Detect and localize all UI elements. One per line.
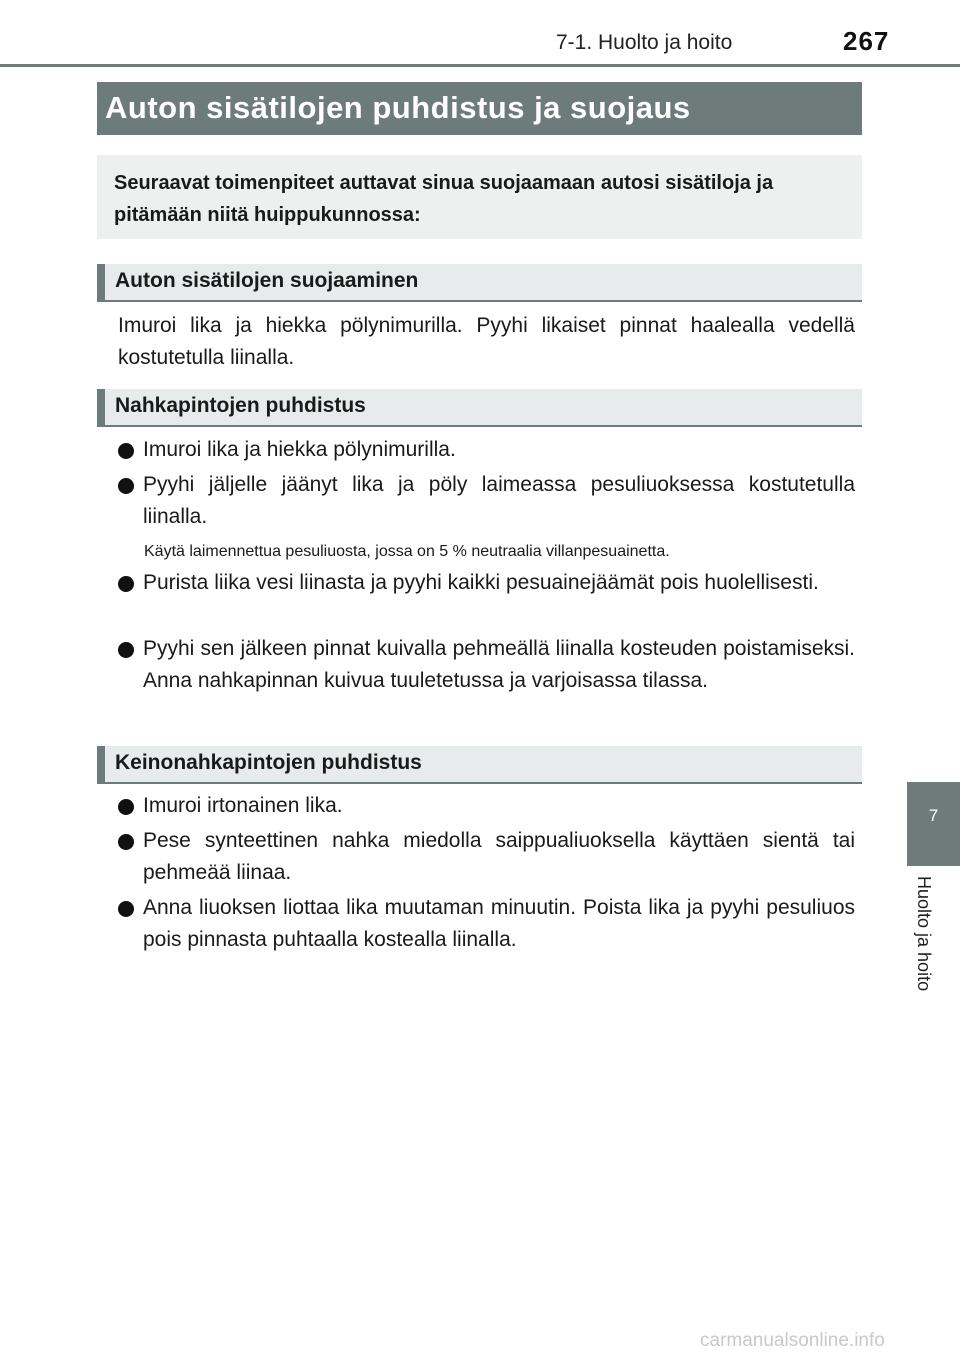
- list-item: [118, 790, 855, 822]
- list-item-text: Imuroi lika ja hiekka pölynimurilla.: [143, 438, 456, 461]
- running-header-section: 7-1. Huolto ja hoito: [556, 31, 733, 54]
- section-heading-leather-cleaning: [97, 389, 862, 427]
- section-heading-label: Auton sisätilojen suojaaminen: [115, 269, 419, 292]
- list-item-text: Pese synteettinen nahka miedolla saippualiuoksella käyttäen sientä tai pehmeää liinaa.: [143, 829, 855, 884]
- bullet-dot-icon: [118, 576, 134, 592]
- section-paragraph: Imuroi lika ja hiekka pölynimurilla. Pyyhi likaiset pinnat haalealla vedellä kostutetulla liinalla.: [118, 314, 855, 369]
- list-item: [118, 825, 855, 889]
- section-heading-interior-protection: [97, 264, 862, 302]
- list-item: [118, 469, 855, 533]
- page-number: 267: [843, 26, 890, 56]
- chapter-number: 7: [928, 806, 939, 825]
- page-title-bar: [97, 82, 862, 135]
- heading-accent: [97, 389, 105, 425]
- bullet-dot-icon: [118, 901, 134, 917]
- bullet-dot-icon: [118, 478, 134, 494]
- heading-accent: [97, 264, 105, 300]
- chapter-tab: [907, 782, 960, 866]
- note-text: Käytä laimennettua pesuliuosta, jossa on 5 % neutraalia villanpesuainetta.: [144, 543, 670, 560]
- intro-text: Seuraavat toimenpiteet auttavat sinua suojaamaan autosi sisätiloja ja pitämään niitä huippukunnossa:: [114, 172, 774, 226]
- list-item-text: Anna liuoksen liottaa lika muutaman minuutin. Poista lika ja pyyhi pesuliuos pois pinnasta puhtaalla kostealla liinalla.: [143, 896, 855, 951]
- list-item: [118, 892, 855, 956]
- bullet-dot-icon: [118, 642, 134, 658]
- list-item-text: Pyyhi sen jälkeen pinnat kuivalla pehmeällä liinalla kosteuden poistamiseksi. Anna nahkapinnan kuivua tuuletetussa ja varjoisassa tilassa.: [143, 637, 855, 692]
- bullet-dot-icon: [118, 834, 134, 850]
- heading-accent: [97, 746, 105, 782]
- section-heading-label: Keinonahkapintojen puhdistus: [115, 751, 422, 774]
- list-item: [118, 567, 855, 599]
- bullet-dot-icon: [118, 799, 134, 815]
- list-item: [118, 434, 855, 466]
- page-title: Auton sisätilojen puhdistus ja suojaus: [105, 90, 691, 125]
- intro-box: [97, 155, 862, 239]
- list-item-text: Imuroi irtonainen lika.: [143, 794, 343, 817]
- list-item: [118, 633, 855, 697]
- list-item-text: Purista liika vesi liinasta ja pyyhi kaikki pesuainejäämät pois huolellisesti.: [143, 571, 819, 594]
- section-heading-label: Nahkapintojen puhdistus: [115, 394, 366, 417]
- header-divider: [0, 64, 960, 67]
- section-heading-synthetic-leather: [97, 746, 862, 784]
- chapter-label: Huolto ja hoito: [914, 876, 934, 992]
- bullet-dot-icon: [118, 443, 134, 459]
- list-item-text: Pyyhi jäljelle jäänyt lika ja pöly laimeassa pesuliuoksessa kostutetulla liinalla.: [143, 473, 855, 528]
- watermark: carmanualsonline.info: [700, 1330, 885, 1351]
